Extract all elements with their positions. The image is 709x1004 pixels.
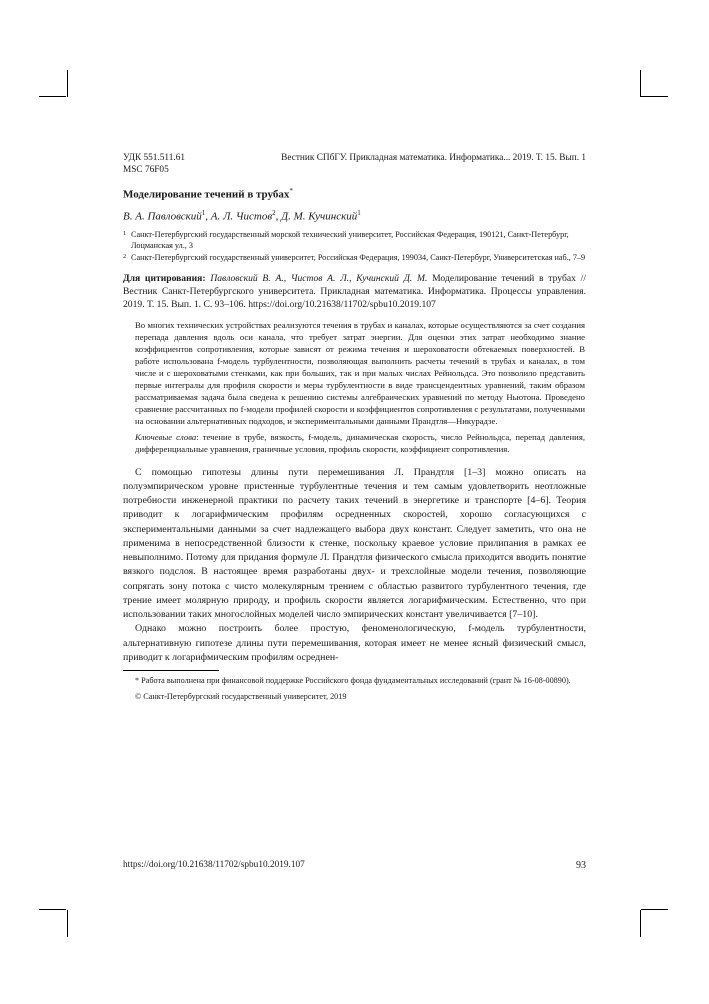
abstract [135,320,585,455]
affiliation-number: 2 [123,253,127,261]
citation-block [123,273,586,312]
author-list: В. А. Павловский$^1$, А. Л. Чистов$^2$, Д. М. Кучинский$^1$ [123,208,361,223]
udk-code: УДК 551.511.61 [123,153,185,163]
affiliation-number: 1 [123,229,127,237]
doi-link[interactable]: https://doi.org/10.21638/11702/spbu10.2019.107 [123,860,305,870]
page-footer [123,860,586,871]
keywords [135,432,585,456]
journal-issue: Вестник СПбГУ. Прикладная математика. Информатика... 2019. Т. 15. Вып. 1 [281,153,586,163]
crop-mark [640,910,641,937]
funding-footnote: * Работа выполнена при финансовой поддержке Российского фонда фундаментальных исследований (грант № 16-08-00890). [135,676,571,686]
article-page [123,152,586,702]
affiliation-text: Санкт-Петербургский государственный морской технический университет, Российская Федерация, 190121, Санкт-Петербург, Лоцманская ул., 3 [131,229,569,250]
author-affiliation-mark: 2 [272,208,276,217]
article-title-text: Моделирование течений в трубах [123,188,290,201]
author-affiliation-mark: 1 [357,208,361,217]
paragraph: Однако можно построить более простую, феноменологическую, f-модель турбулентности, альтернативную гипотезе длины пути перемешивания, которая имеет не менее ясный физический смысл, приводит к логарифмическим профилям осреднен- [123,623,586,663]
crop-mark [67,70,68,97]
crop-mark [641,96,668,97]
footnote-rule [123,670,219,671]
citation-label: Для цитирования: [123,272,206,284]
affiliation-text: Санкт-Петербургский государственный университет, Российская Федерация, 199034, Санкт-Петербург, Университетская наб., 7–9 [131,253,586,263]
author-affiliation-mark: 1 [201,208,206,217]
crop-mark [39,96,66,97]
keywords-label: Ключевые слова [135,431,197,442]
running-header [123,152,586,164]
copyright-notice: © Санкт-Петербургский государственный университет, 2019 [135,691,347,701]
abstract-text: Во многих технических устройствах реализуются течения в трубах и каналах, которые осуществляются за счет создания перепада давления вдоль оси канала, что требует затрат энергии. Для оценки этих затрат необходимо знание коэффициентов сопротивления, которые зависят от режима течения и шероховатости обтекаемых поверхностей. В работе использована f-модель турбулентности, позволяющая выполнить расчеты течений в трубах и каналах, в том числе и с шероховатыми стенками, как при больших, так и при малых числах Рейнольдса. Это позволило представить первые интегралы для профиля скорости и меры турбулентности в виде трансцендентных уравнений, таким образом рассматриваемая задача была сведена к решению системы алгебраических уравнений по методу Ньютона. Проведено сравнение рассчитанных по f-модели профилей скорости и коэффициентов сопротивления с результатами, полученными на основании альтернативных подходов, и экспериментальными данными Прандтля—Никурадзе. [135,320,585,426]
crop-mark [640,70,641,97]
crop-mark [641,909,668,910]
crop-mark [39,909,66,910]
crop-mark [67,910,68,937]
page-number: 93 [576,860,586,871]
author-name: Д. М. Кучинский [281,210,358,223]
citation-text: Моделирование течений в трубах // Вестник Санкт-Петербургского университета. Прикладная математика. Информатика. Процессы управления. 2019. Т. 15. Вып. 1. С. 93–106. https://doi.org/10.21638/11702/spbu10.2019.107 [123,272,586,310]
msc-code: MSC 76F05 [123,165,169,176]
author-name: В. А. Павловский [123,210,202,223]
affiliation [123,253,586,264]
paragraph: С помощью гипотезы длины пути перемешивания Л. Прандтля [1–3] можно описать на полуэмпирическом уровне пристенные турбулентные течения и тем самым удовлетворить неотложные потребности инженерной практики по расчету таких течений в энергетике и транспорте [4–6]. Теория приводит к логарифмическим профилям осредненных скоростей, хорошо согласующихся с экспериментальными данными за счет надлежащего выбора двух констант. Следует заметить, что она не применима в непосредственной близости к стенке, поскольку краевое условие прилипания в рамках ее невыполнимо. Потому для придания формуле Л. Прандтля физического смысла приходится вводить понятие вязкого подслоя. В настоящее время разработаны двух- и трехслойные модели течения, позволяющие сопрягать зону потока с чисто молекулярным трением с областью развитого турбулентного течения, где трение имеет молярную природу, и профиль скорости является логарифмическим. Естественно, что при использовании таких многослойных моделей число эмпирических констант увеличивается [7–10]. [123,466,586,621]
body-text [123,466,586,666]
citation-authors: Павловский В. А., Чистов А. Л., Кучинский Д. М. [210,272,428,284]
author-name: А. Л. Чистов [210,210,273,223]
title-footnote-mark: * [289,186,293,195]
keywords-text: : течение в трубе, вязкость, f-модель, динамическая скорость, число Рейнольдса, перепад давления, дифференциальные уравнения, граничные условия, профиль скорости, коэффициент сопротивления. [135,431,585,454]
affiliation [123,230,586,251]
article-title [123,187,586,202]
